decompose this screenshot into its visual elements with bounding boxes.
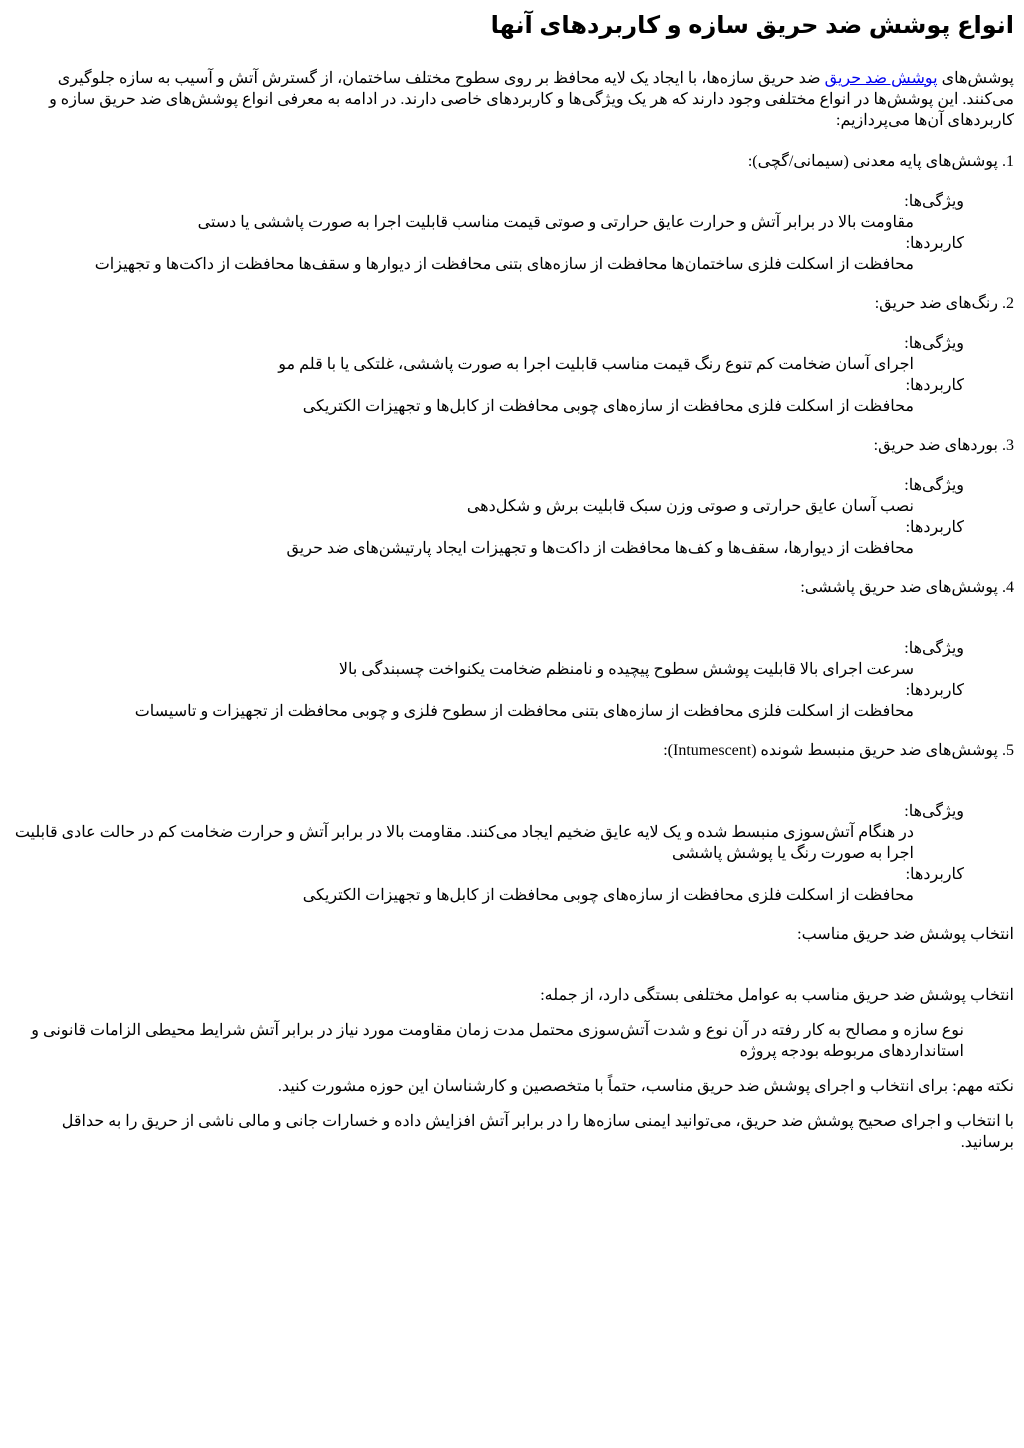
section-title: 4. پوشش‌های ضد حریق پاششی: xyxy=(800,579,1014,596)
section-fireproof-boards xyxy=(8,435,1014,559)
section-details xyxy=(8,638,964,722)
features-label: ویژگی‌ها: xyxy=(904,803,964,820)
section-fireproof-paints xyxy=(8,293,1014,417)
section-mineral-coatings xyxy=(8,151,1014,275)
features-text: مقاومت بالا در برابر آتش و حرارت عایق حرارتی و صوتی قیمت مناسب قابلیت اجرا به صورت پاششی یا دستی xyxy=(197,214,914,231)
section-details xyxy=(8,333,964,417)
intro-text-before-link: پوشش‌های xyxy=(937,70,1014,87)
section-title: 3. بوردهای ضد حریق: xyxy=(873,437,1014,454)
features-text: سرعت اجرای بالا قابلیت پوشش سطوح پیچیده و نامنظم ضخامت یکنواخت چسبندگی بالا xyxy=(338,661,914,678)
features-label: ویژگی‌ها: xyxy=(904,335,964,352)
section-title: 1. پوشش‌های پایه معدنی (سیمانی/گچی): xyxy=(747,153,1014,170)
choose-lead-text: انتخاب پوشش ضد حریق مناسب به عوامل مختلفی بستگی دارد، از جمله: xyxy=(540,987,1014,1004)
section-intumescent-coatings xyxy=(8,740,1014,906)
intro-text-after-link: ضد حریق سازه‌ها، با ایجاد یک لایه محافظ بر روی سطوح مختلف ساختمان، از گسترش آتش و آسیب به سازه جلوگیری می‌کنند. این پوشش‌ها در انواع مختلفی وجود دارند که هر یک ویژگی‌ها و کاربردهای خاصی دارند. در ادامه به معرفی انواع پوشش‌های ضد حریق سازه و کاربردهای آن‌ها می‌پردازیم: xyxy=(49,70,1014,129)
uses-text: محافظت از دیوارها، سقف‌ها و کف‌ها محافظت از داکت‌ها و تجهیزات ایجاد پارتیشن‌های ضد حریق xyxy=(286,540,914,557)
section-details xyxy=(8,801,964,906)
choose-factors-text: نوع سازه و مصالح به کار رفته در آن نوع و شدت آتش‌سوزی محتمل مدت زمان مقاومت مورد نیاز در برابر آتش شرایط محیطی الزامات قانونی و استانداردهای مربوطه بودجه پروژه xyxy=(31,1022,964,1060)
choose-heading: انتخاب پوشش ضد حریق مناسب: xyxy=(797,926,1014,943)
section-details xyxy=(8,475,964,559)
uses-text: محافظت از اسکلت فلزی محافظت از سازه‌های چوبی محافظت از کابل‌ها و تجهیزات الکتریکی xyxy=(302,398,914,415)
uses-text: محافظت از اسکلت فلزی محافظت از سازه‌های بتنی محافظت از سطوح فلزی و چوبی محافظت از تجهیزات و تاسیسات xyxy=(134,703,914,720)
intro-paragraph xyxy=(8,68,1014,131)
fireproof-coating-link[interactable]: پوشش ضد حریق xyxy=(824,70,938,87)
uses-label: کاربردها: xyxy=(905,866,964,883)
features-label: ویژگی‌ها: xyxy=(904,193,964,210)
uses-text: محافظت از اسکلت فلزی محافظت از سازه‌های چوبی محافظت از کابل‌ها و تجهیزات الکتریکی xyxy=(302,887,914,904)
section-title: 5. پوشش‌های ضد حریق منبسط شونده (Intumescent): xyxy=(663,742,1014,759)
features-text: در هنگام آتش‌سوزی منبسط شده و یک لایه عایق ضخیم ایجاد می‌کنند. مقاومت بالا در برابر آتش و حرارت ضخامت کم در حالت عادی قابلیت اجرا به صورت رنگ یا پوشش پاششی xyxy=(14,824,914,862)
features-label: ویژگی‌ها: xyxy=(904,477,964,494)
uses-label: کاربردها: xyxy=(905,519,964,536)
section-spray-coatings xyxy=(8,577,1014,722)
uses-label: کاربردها: xyxy=(905,377,964,394)
features-text: نصب آسان عایق حرارتی و صوتی وزن سبک قابلیت برش و شکل‌دهی xyxy=(466,498,914,515)
uses-label: کاربردها: xyxy=(905,682,964,699)
closing-paragraph: با انتخاب و اجرای صحیح پوشش ضد حریق، می‌توانید ایمنی سازه‌ها را در برابر آتش افزایش داده و خسارات جانی و مالی ناشی از حریق را به حداقل برسانید. xyxy=(61,1113,1014,1151)
important-note: نکته مهم: برای انتخاب و اجرای پوشش ضد حریق مناسب، حتماً با متخصصین و کارشناسان این حوزه مشورت کنید. xyxy=(277,1078,1014,1095)
page-title: انواع پوشش ضد حریق سازه و کاربردهای آنها xyxy=(490,12,1014,39)
section-title: 2. رنگ‌های ضد حریق: xyxy=(874,295,1014,312)
features-text: اجرای آسان ضخامت کم تنوع رنگ قیمت مناسب قابلیت اجرا به صورت پاششی، غلتکی یا با قلم مو xyxy=(278,356,914,373)
section-details xyxy=(8,191,964,275)
uses-label: کاربردها: xyxy=(905,235,964,252)
features-label: ویژگی‌ها: xyxy=(904,640,964,657)
uses-text: محافظت از اسکلت فلزی ساختمان‌ها محافظت از سازه‌های بتنی محافظت از دیوارها و سقف‌ها محافظت از داکت‌ها و تجهیزات xyxy=(94,256,914,273)
